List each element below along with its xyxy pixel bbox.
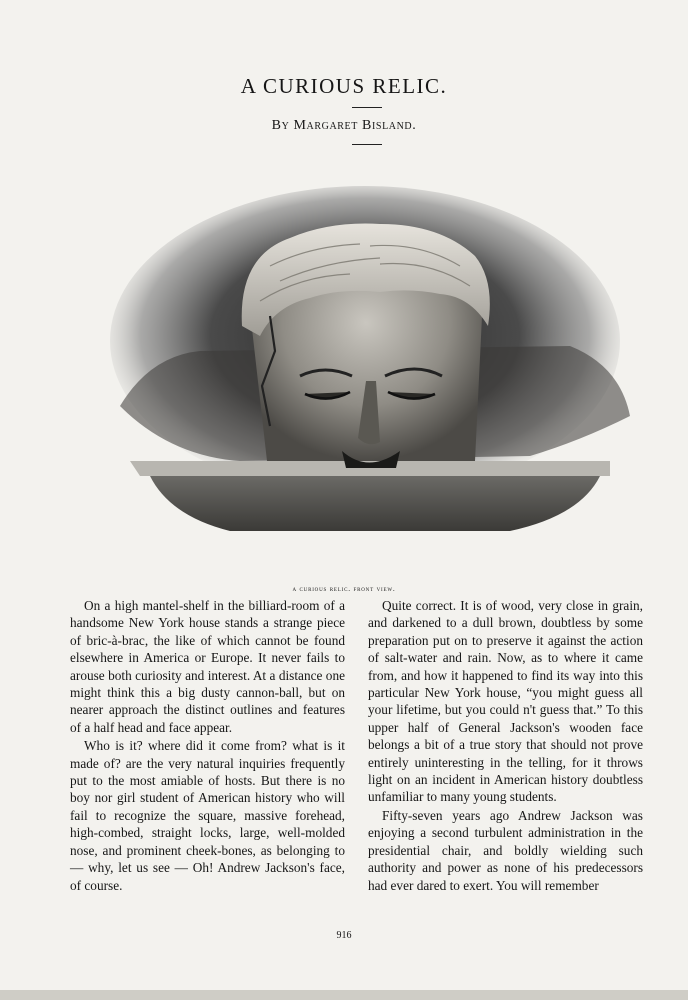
right-column	[368, 597, 643, 894]
figure-caption: a curious relic. front view.	[292, 584, 396, 593]
paragraph: Fifty-seven years ago Andrew Jackson was enjoying a second turbulent administration in the presidential chair, and boldly wielding such authority and power as none of his predecessors had ever dared to exert. You will remember	[368, 807, 643, 893]
paragraph: On a high mantel-shelf in the billiard-room of a handsome New York house stands a strange piece of bric-à-brac, the like of which cannot be found elsewhere in America or Europe. It never fails to arouse both curiosity and interest. At a distance one might think this a big dusty cannon-ball, but on nearer approach the distinct outlines and features of a half head and face appear.	[70, 598, 345, 735]
paragraph: Who is it? where did it come from? what is it made of? are the very natural inquiries frequently put to the most amiable of hosts. But there is no boy nor girl student of American history who will fail to recognize the square, massive forehead, high-combed, straight locks, large, well-molded nose, and prominent cheek-bones, as belonging to — why, let us see — Oh! Andrew Jackson's face, of course.	[70, 738, 345, 893]
shelf-shadow	[150, 476, 600, 531]
paragraph: Quite correct. It is of wood, very close in grain, and darkened to a dull brown, doubtless by some preparation put on to preserve it against the action of salt-water and rain. Now, as to where it came from, and how it happened to find its way into this particular New York house, “you might guess all your lifetime, but you could n't guess that.” To this upper half of General Jackson's wooden face belongs a bit of a true story that should not prove entirely uninteresting in the telling, for it throws light on an incident in American history doubtless unfamiliar to many young students.	[368, 598, 643, 805]
page-number: 916	[336, 930, 352, 941]
byline-divider	[352, 144, 382, 145]
page-bottom-edge	[0, 990, 688, 1000]
article-byline: By Margaret Bisland.	[271, 118, 417, 133]
article-title: A CURIOUS RELIC.	[240, 74, 448, 98]
left-column	[70, 597, 345, 894]
title-divider	[352, 107, 382, 108]
relic-illustration	[110, 176, 640, 536]
